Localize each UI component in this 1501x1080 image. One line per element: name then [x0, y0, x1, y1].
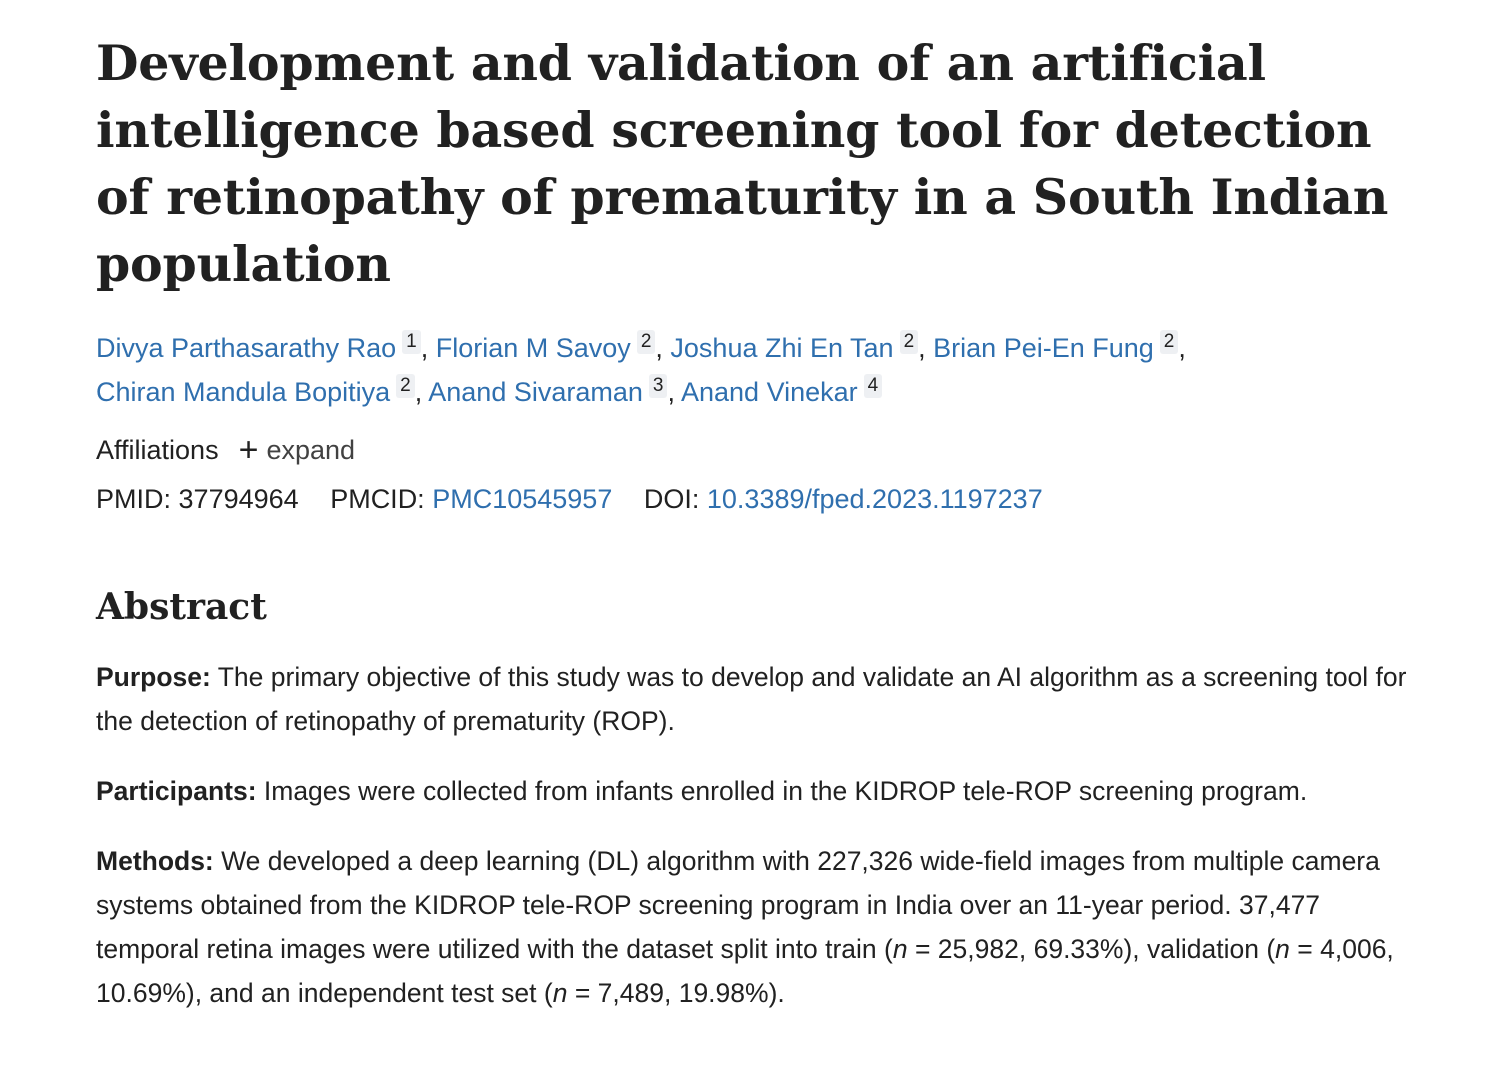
pmcid-link[interactable]: PMC10545957 — [432, 484, 613, 514]
purpose-text: The primary objective of this study was to develop and validate an AI algorithm as a screening tool for the detection of retinopathy of prematurity (ROP). — [96, 662, 1407, 736]
doi — [644, 481, 1043, 517]
author-link-anand-sivaraman[interactable]: Anand Sivaraman — [428, 377, 643, 407]
author-entry — [670, 333, 933, 363]
methods-text-2: = 25,982, 69.33%), validation ( — [907, 934, 1276, 964]
expand-label: expand — [266, 435, 356, 465]
n-symbol: n — [552, 978, 568, 1008]
affiliation-badge[interactable]: 4 — [864, 374, 883, 398]
author-separator: , — [414, 377, 429, 407]
author-list — [96, 326, 1426, 414]
article-page — [96, 30, 1426, 1015]
pmid-label: PMID: — [96, 484, 172, 514]
author-link-anand-vinekar[interactable]: Anand Vinekar — [681, 377, 858, 407]
purpose-label: Purpose: — [96, 662, 211, 692]
affiliation-badge[interactable]: 2 — [1160, 330, 1179, 354]
author-link-chiran-mandula-bopitiya[interactable]: Chiran Mandula Bopitiya — [96, 377, 391, 407]
affiliation-badge[interactable]: 1 — [402, 330, 421, 354]
author-entry — [96, 333, 436, 363]
abstract-heading: Abstract — [96, 586, 267, 628]
identifiers-row — [96, 481, 1426, 517]
methods-text-3: = 4,006, 10.69%), and an independent test set ( — [96, 934, 1394, 1008]
author-separator: , — [655, 333, 671, 363]
abstract-purpose — [96, 655, 1426, 743]
article-title: Development and validation of an artificial intelligence based screening tool for detection of retinopathy of prematurity in a South Indian population — [96, 34, 1389, 293]
affiliation-badge[interactable]: 2 — [396, 374, 415, 398]
methods-label: Methods: — [96, 846, 214, 876]
abstract-participants — [96, 769, 1426, 813]
author-separator: , — [1178, 333, 1186, 363]
affiliations-label: Affiliations — [96, 435, 219, 465]
author-entry — [428, 377, 681, 407]
affiliations-expand-button[interactable] — [239, 432, 355, 468]
author-separator: , — [420, 333, 436, 363]
author-separator: , — [667, 377, 681, 407]
author-entry — [436, 333, 671, 363]
pmcid — [330, 481, 612, 517]
affiliations-row — [96, 432, 1426, 468]
pmid-value: 37794964 — [178, 484, 299, 514]
affiliation-badge[interactable]: 2 — [900, 330, 919, 354]
author-link-divya-parthasarathy-rao[interactable]: Divya Parthasarathy Rao — [96, 333, 397, 363]
author-entry — [96, 377, 428, 407]
abstract-methods — [96, 839, 1426, 1015]
pmid — [96, 481, 299, 517]
doi-label: DOI: — [643, 484, 700, 514]
doi-link[interactable]: 10.3389/fped.2023.1197237 — [706, 484, 1043, 514]
methods-text-4: = 7,489, 19.98%). — [567, 978, 785, 1008]
author-link-florian-m-savoy[interactable]: Florian M Savoy — [435, 333, 631, 363]
author-entry — [933, 333, 1186, 363]
author-separator: , — [918, 333, 934, 363]
n-symbol: n — [892, 934, 908, 964]
author-link-joshua-zhi-en-tan[interactable]: Joshua Zhi En Tan — [670, 333, 894, 363]
participants-label: Participants: — [96, 776, 257, 806]
participants-text: Images were collected from infants enrolled in the KIDROP tele-ROP screening program. — [256, 776, 1308, 806]
affiliation-badge[interactable]: 2 — [637, 330, 656, 354]
pmcid-label: PMCID: — [330, 484, 425, 514]
author-link-brian-pei-en-fung[interactable]: Brian Pei-En Fung — [933, 333, 1154, 363]
n-symbol: n — [1275, 934, 1290, 964]
author-entry — [681, 377, 882, 407]
methods-text-1: We developed a deep learning (DL) algorithm with 227,326 wide-field images from multiple camera systems obtained from the KIDROP tele-ROP screening program in India over an 11-year period. 37,477 temporal retina images were utilized with the dataset split into train ( — [96, 846, 1380, 964]
affiliation-badge[interactable]: 3 — [649, 374, 668, 398]
plus-icon: + — [238, 431, 259, 469]
